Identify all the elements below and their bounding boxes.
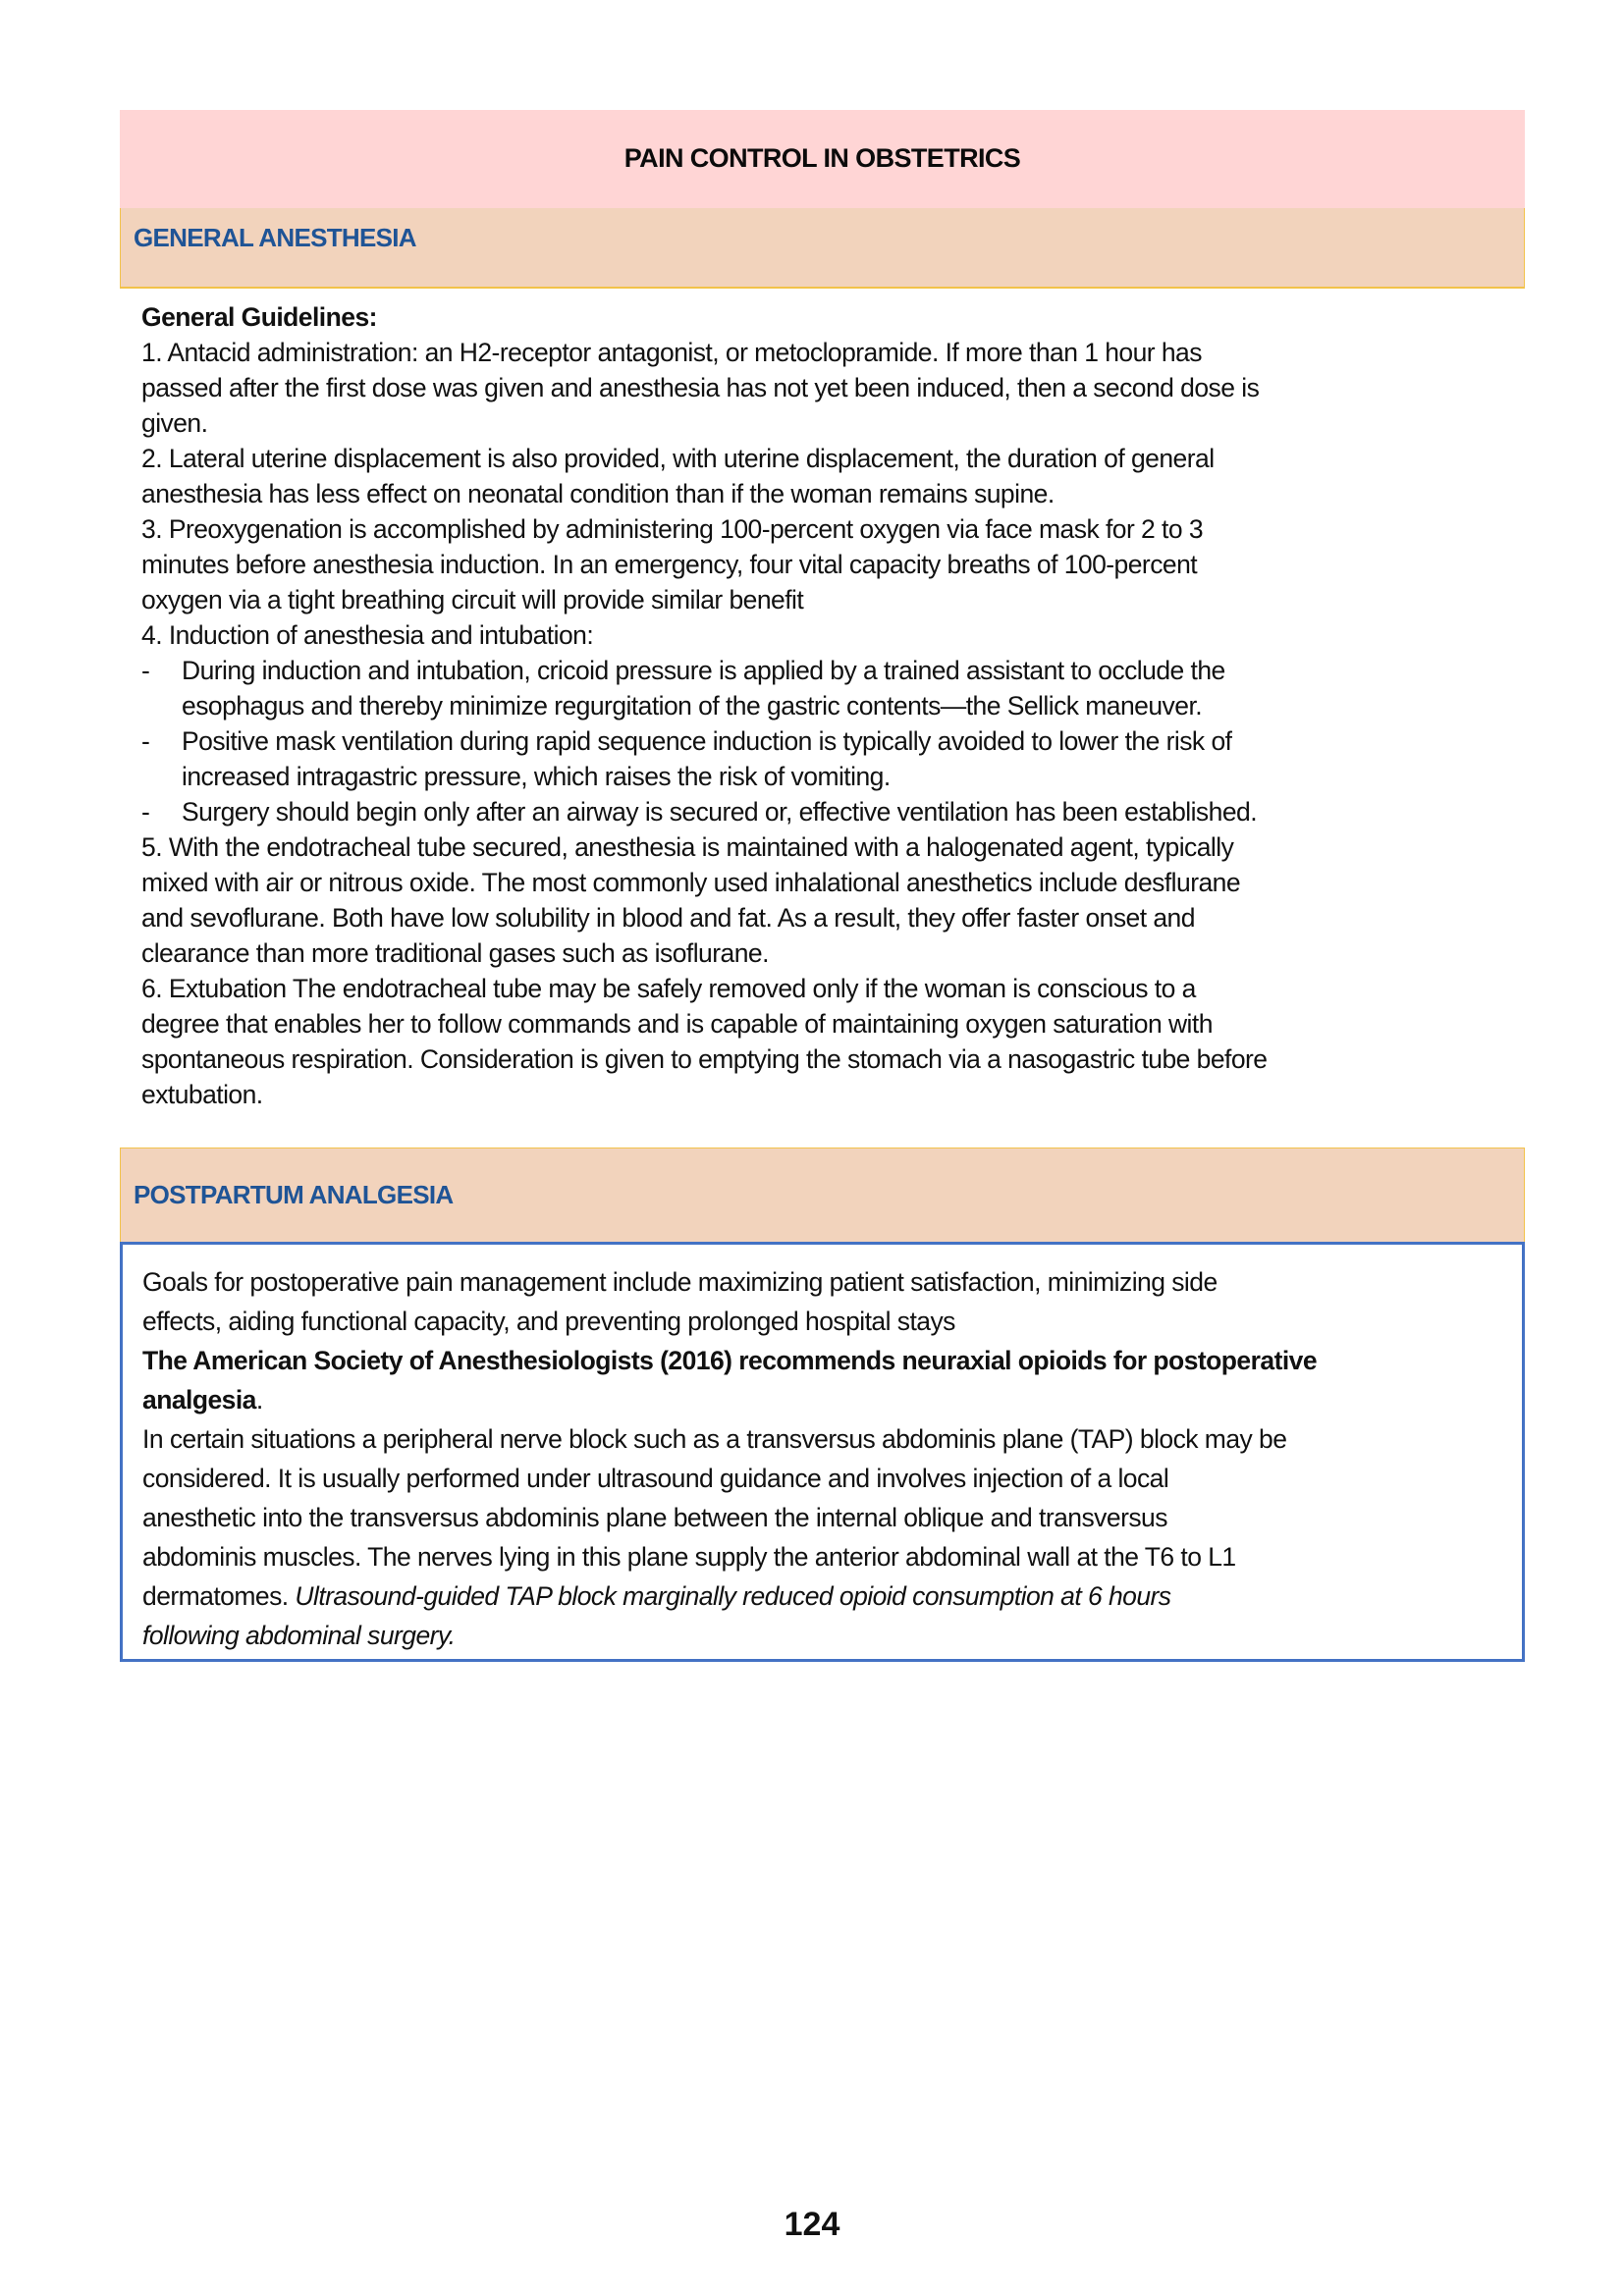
text-line: increased intragastric pressure, which raises the risk of vomiting.: [182, 762, 891, 791]
text-line: 3. Preoxygenation is accomplished by administering 100-percent oxygen via face mask for 2 to 3: [141, 514, 1204, 544]
postpartum-content-box: [120, 1242, 1525, 1662]
bullet-item: [141, 653, 1516, 723]
text-line: 4. Induction of anesthesia and intubation:: [141, 620, 594, 650]
text-line: Goals for postoperative pain management include maximizing patient satisfaction, minimizing side: [142, 1267, 1218, 1297]
bullet-item: [141, 794, 1516, 829]
dash-bullet-icon: -: [141, 656, 150, 685]
text-line: effects, aiding functional capacity, and preventing prolonged hospital stays: [142, 1307, 955, 1336]
guideline-item-1: [141, 335, 1516, 441]
text-line: Positive mask ventilation during rapid sequence induction is typically avoided to lower the risk of: [182, 726, 1232, 756]
text-line: The American Society of Anesthesiologists (2016) recommends neuraxial opioids for postoperative: [142, 1346, 1318, 1375]
guideline-item-5: [141, 829, 1516, 971]
text-line: anesthesia has less effect on neonatal condition than if the woman remains supine.: [141, 479, 1055, 508]
guideline-item-2: [141, 441, 1516, 511]
text-line: 5. With the endotracheal tube secured, anesthesia is maintained with a halogenated agent, typically: [141, 832, 1234, 862]
text-line: and sevoflurane. Both have low solubility in blood and fat. As a result, they offer faster onset and: [141, 903, 1195, 933]
page-title-band: [120, 110, 1525, 208]
section-title: GENERAL ANESTHESIA: [134, 223, 416, 252]
section-header-postpartum-analgesia: [120, 1148, 1525, 1243]
text-line: clearance than more traditional gases such as isoflurane.: [141, 938, 769, 968]
text-line: minutes before anesthesia induction. In an emergency, four vital capacity breaths of 100-percent: [141, 550, 1198, 579]
text-line: extubation.: [141, 1080, 263, 1109]
bullet-item: [141, 723, 1516, 794]
page-number: 124: [784, 2206, 840, 2243]
text-line: 1. Antacid administration: an H2-receptor antagonist, or metoclopramide. If more than 1 hour has: [141, 338, 1202, 367]
text-line: mixed with air or nitrous oxide. The most commonly used inhalational anesthetics include desflurane: [141, 868, 1241, 897]
text-line: During induction and intubation, cricoid pressure is applied by a trained assistant to occlude the: [182, 656, 1225, 685]
italic-finding: Ultrasound-guided TAP block marginally reduced opioid consumption at 6 hours: [295, 1581, 1171, 1611]
page-title: PAIN CONTROL IN OBSTETRICS: [623, 143, 1021, 173]
postpartum-body: [142, 1262, 1507, 1655]
text-line: esophagus and thereby minimize regurgitation of the gastric contents—the Sellick maneuver.: [182, 691, 1203, 721]
guideline-item-3: [141, 511, 1516, 617]
italic-finding: following abdominal surgery.: [142, 1621, 456, 1650]
text-line: 6. Extubation The endotracheal tube may be safely removed only if the woman is conscious to a: [141, 974, 1196, 1003]
text-line: degree that enables her to follow commands and is capable of maintaining oxygen saturation with: [141, 1009, 1213, 1039]
general-anesthesia-body: [141, 299, 1516, 1112]
subheading: General Guidelines:: [141, 302, 377, 332]
text-line: given.: [141, 408, 208, 438]
text-line: anesthetic into the transversus abdominis plane between the internal oblique and transversus: [142, 1503, 1167, 1532]
text-fragment: dermatomes.: [142, 1581, 296, 1611]
text-line: 2. Lateral uterine displacement is also provided, with uterine displacement, the duration of general: [141, 444, 1215, 473]
text-line: Surgery should begin only after an airway is secured or, effective ventilation has been established.: [182, 797, 1258, 827]
guideline-item-6: [141, 971, 1516, 1112]
text-line: oxygen via a tight breathing circuit will provide similar benefit: [141, 585, 804, 614]
text-line: passed after the first dose was given and anesthesia has not yet been induced, then a second dose is: [141, 373, 1260, 402]
text-line: spontaneous respiration. Consideration is given to emptying the stomach via a nasogastric tube before: [141, 1044, 1268, 1074]
asa-recommendation: [142, 1341, 1507, 1419]
section-title: POSTPARTUM ANALGESIA: [134, 1180, 454, 1209]
dash-bullet-icon: -: [141, 726, 150, 756]
text-fragment: .: [255, 1385, 263, 1415]
text-line: In certain situations a peripheral nerve block such as a transversus abdominis plane (TAP) block may be: [142, 1424, 1287, 1454]
text-line: analgesia: [142, 1385, 256, 1415]
text-line: considered. It is usually performed under ultrasound guidance and involves injection of a local: [142, 1464, 1169, 1493]
text-line: abdominis muscles. The nerves lying in this plane supply the anterior abdominal wall at the T6 to L1: [142, 1542, 1236, 1572]
dash-bullet-icon: -: [141, 797, 150, 827]
goals-paragraph: [142, 1262, 1507, 1341]
tap-block-paragraph: [142, 1419, 1507, 1655]
guideline-item-4: [141, 617, 1516, 829]
section-header-general-anesthesia: [120, 208, 1525, 289]
